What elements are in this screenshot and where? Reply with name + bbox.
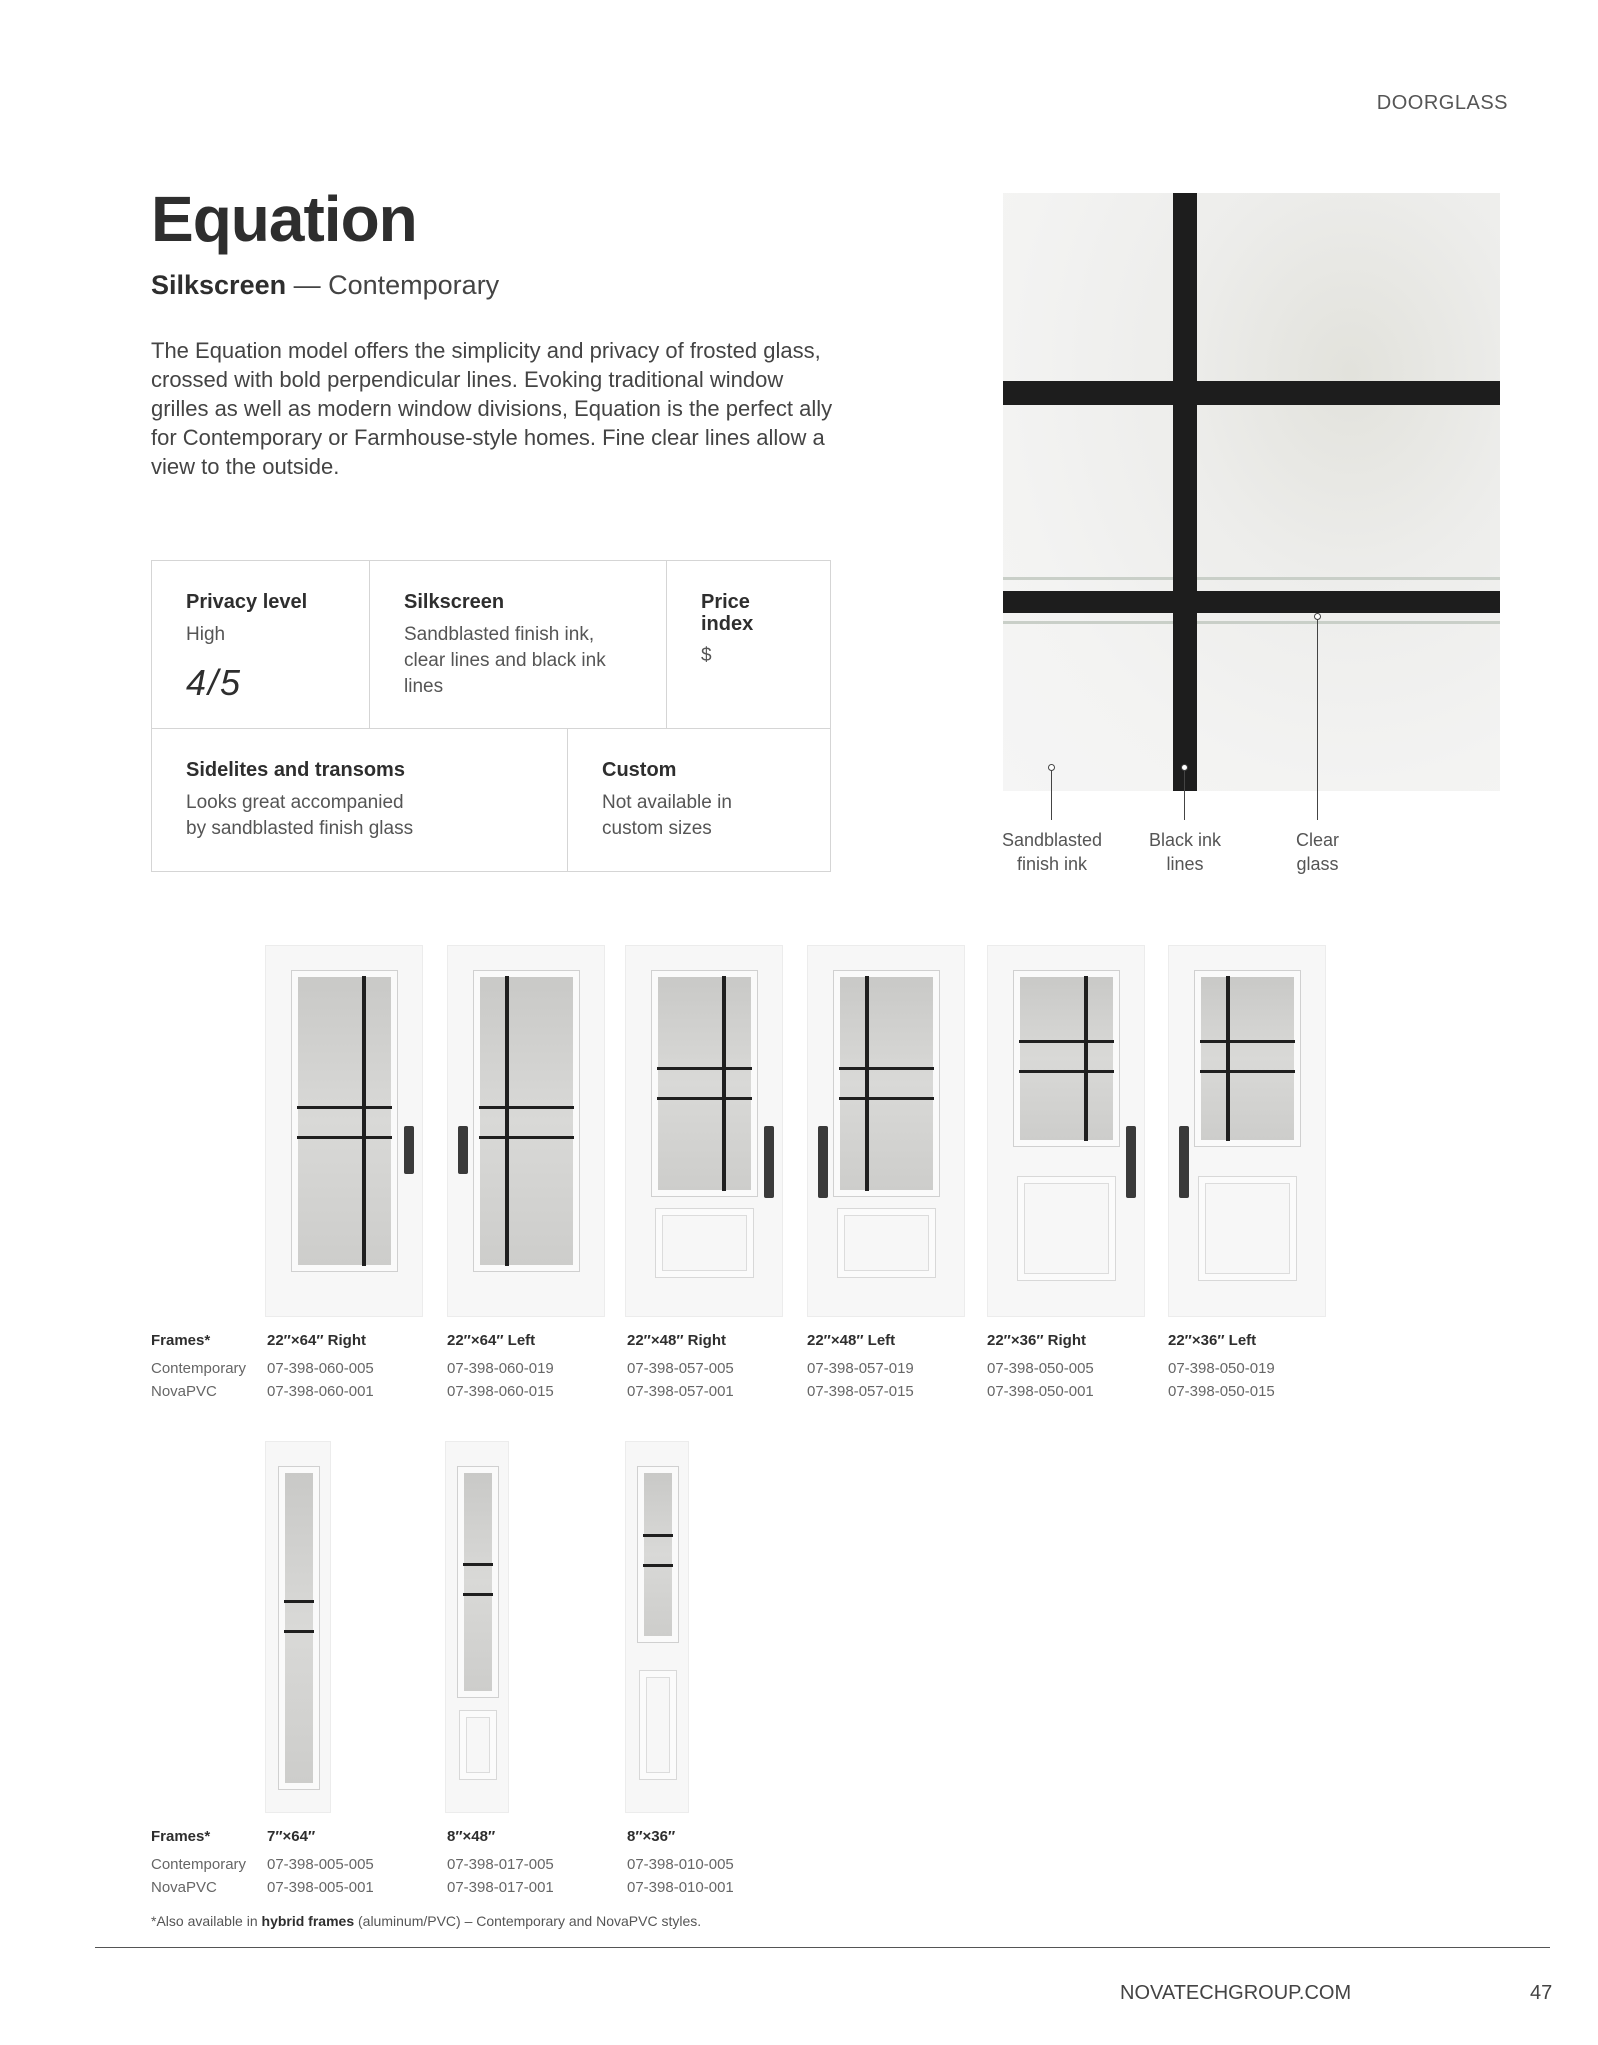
sidelite-glass: [458, 1467, 498, 1697]
door-size: 22″×36″ Right: [987, 1332, 1086, 1349]
door-panel: [655, 1208, 754, 1278]
footnote: [151, 1913, 701, 1929]
door-size: 22″×48″ Right: [627, 1332, 726, 1349]
door-ink-line: [1200, 1070, 1295, 1073]
door-glass: [1195, 971, 1300, 1146]
door-panel: [837, 1208, 936, 1278]
door-ink-line: [479, 1106, 574, 1109]
frames-label: Frames*: [151, 1332, 211, 1349]
door-ink-line: [505, 976, 509, 1266]
custom-cell: [568, 729, 830, 871]
black-ink-line-vertical: [1173, 193, 1197, 791]
frame-style-label: NovaPVC: [151, 1383, 217, 1400]
sidelite-ink-line: [463, 1593, 493, 1596]
product-code: 07-398-057-015: [807, 1383, 914, 1400]
product-code: 07-398-017-001: [447, 1879, 554, 1896]
door-size: 22″×48″ Left: [807, 1332, 896, 1349]
door-image: [1168, 945, 1326, 1317]
footnote-suffix: (aluminum/PVC) – Contemporary and NovaPVC styles.: [354, 1913, 702, 1929]
door-glass: [474, 971, 579, 1271]
door-handle: [1126, 1126, 1136, 1198]
product-code: 07-398-050-019: [1168, 1360, 1275, 1377]
door-ink-line: [297, 1106, 392, 1109]
sidelite-image: [265, 1441, 331, 1813]
sidelite-ink-line: [284, 1630, 314, 1633]
callout-line: [1317, 617, 1318, 820]
door-panel: [1017, 1176, 1116, 1281]
door-handle: [458, 1126, 468, 1174]
silkscreen-title: Silkscreen: [404, 591, 505, 613]
callout-line: [1051, 768, 1052, 820]
door-glass: [292, 971, 397, 1271]
frame-style-label: Contemporary: [151, 1856, 247, 1873]
door-handle: [764, 1126, 774, 1198]
door-ink-line: [865, 976, 869, 1191]
door-image: [807, 945, 965, 1317]
door-ink-line: [722, 976, 726, 1191]
sidelite-ink-line: [643, 1534, 673, 1537]
callout-line: [1184, 768, 1185, 820]
door-ink-line: [1200, 1040, 1295, 1043]
footnote-prefix: *Also available in: [151, 1913, 262, 1929]
section-label: DOORGLASS: [1376, 92, 1508, 114]
product-code: 07-398-005-001: [267, 1879, 374, 1896]
black-ink-line-horizontal: [1003, 591, 1500, 613]
product-code: 07-398-060-019: [447, 1360, 554, 1377]
sidelite-size: 7″×64″: [267, 1828, 316, 1845]
door-ink-line: [479, 1136, 574, 1139]
door-glass: [834, 971, 939, 1196]
subtitle-style: — Contemporary: [293, 270, 500, 300]
page-number: 47: [1530, 1982, 1553, 2004]
door-ink-line: [1019, 1040, 1114, 1043]
door-size: 22″×64″ Left: [447, 1332, 536, 1349]
sidelite-size: 8″×48″: [447, 1828, 496, 1845]
door-handle: [818, 1126, 828, 1198]
privacy-cell: [152, 561, 370, 729]
subtitle: [151, 270, 499, 301]
clear-line: [1003, 621, 1500, 624]
door-image: [987, 945, 1145, 1317]
product-code: 07-398-060-001: [267, 1383, 374, 1400]
door-glass: [1014, 971, 1119, 1146]
sidelite-image: [625, 1441, 689, 1813]
door-size: 22″×64″ Right: [267, 1332, 366, 1349]
sidelite-image: [445, 1441, 509, 1813]
privacy-rating: 4/5: [186, 662, 243, 703]
door-ink-line: [839, 1097, 934, 1100]
door-image: [625, 945, 783, 1317]
custom-title: Custom: [602, 759, 677, 781]
frame-style-label: NovaPVC: [151, 1879, 217, 1896]
callout-clear-glass: Clear glass: [1295, 830, 1339, 874]
door-handle: [1179, 1126, 1189, 1198]
sidelite-glass: [279, 1467, 319, 1789]
sidelite-ink-line: [284, 1600, 314, 1603]
clear-line: [1003, 577, 1500, 580]
price-value: $: [701, 645, 712, 666]
custom-value: Not available in custom sizes: [602, 792, 732, 839]
door-ink-line: [297, 1136, 392, 1139]
door-image: [265, 945, 423, 1317]
sidelite-glass: [638, 1467, 678, 1642]
footnote-bold: hybrid frames: [261, 1913, 355, 1929]
callout-black-ink: Black ink lines: [1148, 830, 1222, 874]
door-ink-line: [657, 1067, 752, 1070]
door-ink-line: [1226, 976, 1230, 1141]
sidelite-size: 8″×36″: [627, 1828, 676, 1845]
callout-dot: [1048, 764, 1055, 771]
callout-dot: [1314, 613, 1321, 620]
product-code: 07-398-057-019: [807, 1360, 914, 1377]
door-ink-line: [1084, 976, 1088, 1141]
price-title: Price index: [701, 591, 754, 635]
price-cell: [667, 561, 830, 729]
page-title: Equation: [151, 183, 417, 255]
product-code: 07-398-057-005: [627, 1360, 734, 1377]
sidelite-panel: [639, 1670, 677, 1780]
sidelite-panel: [459, 1710, 497, 1780]
description: The Equation model offers the simplicity and privacy of frosted glass, crossed with bold perpendicular lines. Evoking traditional window grilles as well as modern window divisions, Equation is the perfect ally for Contemporary or Farmhouse-style homes. Fine clear lines allow a view to the outside.: [151, 338, 833, 479]
product-code: 07-398-017-005: [447, 1856, 554, 1873]
specs-table: [151, 560, 831, 872]
door-ink-line: [362, 976, 366, 1266]
callout-sandblasted: Sandblasted finish ink: [1001, 830, 1103, 874]
footer-website: NOVATECHGROUP.COM: [1120, 1982, 1352, 2004]
sidelites-cell: [152, 729, 568, 871]
product-code: 07-398-060-005: [267, 1360, 374, 1377]
privacy-title: Privacy level: [186, 591, 308, 613]
footer-divider: [95, 1947, 1550, 1948]
product-code: 07-398-050-015: [1168, 1383, 1275, 1400]
frames-label: Frames*: [151, 1828, 211, 1845]
door-image: [447, 945, 605, 1317]
product-code: 07-398-050-001: [987, 1383, 1094, 1400]
door-size: 22″×36″ Left: [1168, 1332, 1257, 1349]
product-code: 07-398-010-001: [627, 1879, 734, 1896]
product-code: 07-398-050-005: [987, 1360, 1094, 1377]
door-handle: [404, 1126, 414, 1174]
door-ink-line: [657, 1097, 752, 1100]
door-panel: [1198, 1176, 1297, 1281]
black-ink-line-horizontal: [1003, 381, 1500, 405]
subtitle-type: Silkscreen: [151, 270, 287, 300]
silkscreen-value: Sandblasted finish ink, clear lines and black ink lines: [404, 624, 606, 697]
sidelite-ink-line: [463, 1563, 493, 1566]
sidelite-ink-line: [643, 1564, 673, 1567]
sidelites-title: Sidelites and transoms: [186, 759, 405, 781]
product-code: 07-398-010-005: [627, 1856, 734, 1873]
sidelites-value: Looks great accompanied by sandblasted finish glass: [186, 792, 414, 839]
door-glass: [652, 971, 757, 1196]
door-ink-line: [839, 1067, 934, 1070]
silkscreen-cell: [370, 561, 667, 729]
product-code: 07-398-057-001: [627, 1383, 734, 1400]
product-code: 07-398-060-015: [447, 1383, 554, 1400]
product-code: 07-398-005-005: [267, 1856, 374, 1873]
glass-closeup-image: [1003, 193, 1500, 791]
callout-dot: [1181, 764, 1188, 771]
privacy-value: High: [186, 624, 226, 645]
door-ink-line: [1019, 1070, 1114, 1073]
frame-style-label: Contemporary: [151, 1360, 247, 1377]
